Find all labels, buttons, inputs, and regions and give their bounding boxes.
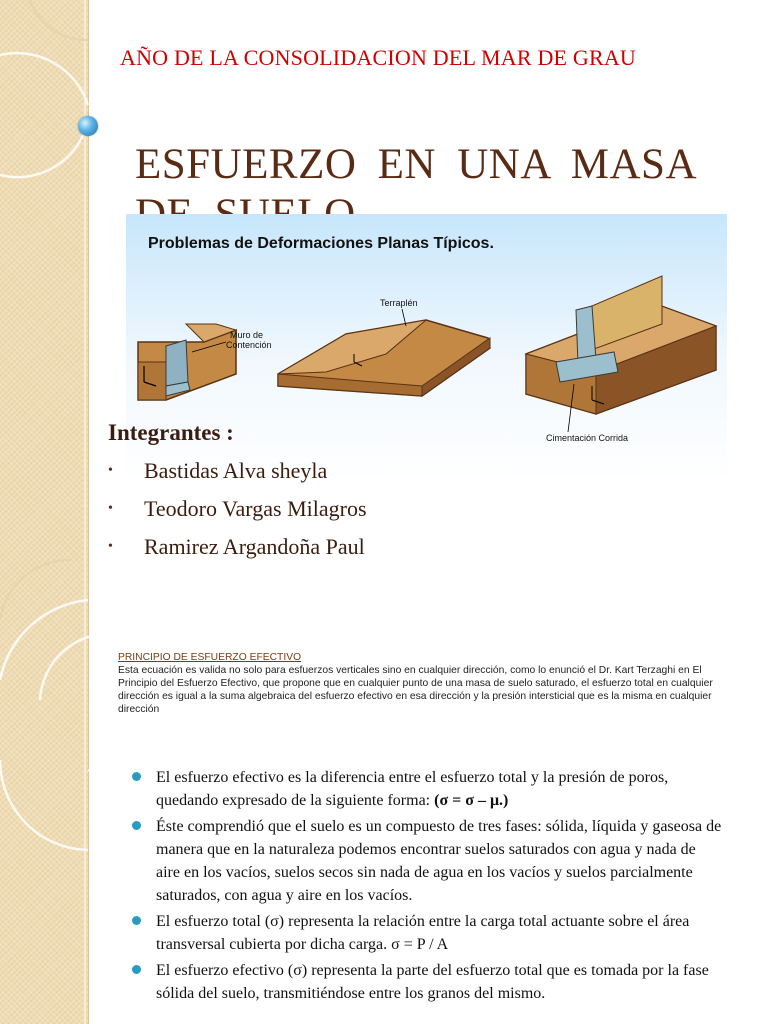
bullet-dot-icon [132,916,141,925]
page-title: ESFUERZO EN UNA MASA [135,141,695,188]
bullet-dot-icon [132,772,141,781]
effective-stress-principle [118,651,728,716]
key-points-list [132,766,722,1008]
members-heading: Integrantes : [108,420,234,445]
key-point-formula: (σ = σ – μ.) [434,792,509,809]
key-point [132,959,722,1005]
figure-heading: Problemas de Deformaciones Planas Típicos. [148,235,494,252]
member-name: Teodoro Vargas Milagros [144,496,367,521]
embankment-diagram [278,298,490,396]
member-name: Bastidas Alva sheyla [144,458,328,483]
label-muro-1: Muro de [230,330,264,340]
key-point [132,815,722,907]
principle-body: Esta ecuación es valida no solo para esfuerzos verticales sino en cualquier dirección, como lo enunció el Dr. Kart Terzaghi en El Principio del Esfuerzo Efectivo, que propone que en cualquier punto de una masa de suelo saturado, el esfuerzo total en cualquier dirección es igual a la suma algebraica del esfuerzo efectivo en esa dirección y la presión intersticial que es la misma en cualquier dirección [118,665,713,715]
bullet-icon: • [108,539,113,554]
member-item [108,452,367,490]
bullet-icon: • [108,463,113,478]
principle-heading: PRINCIPIO DE ESFUERZO EFECTIVO [118,652,302,663]
bullet-dot-icon [132,821,141,830]
accent-dot [78,116,98,136]
key-point [132,766,722,812]
label-muro-2: Contención [226,340,272,350]
member-item [108,490,367,528]
year-heading: AÑO DE LA CONSOLIDACION DEL MAR DE GRAU [120,45,637,70]
label-cimentacion: Cimentación Corrida [546,433,629,443]
member-name: Ramirez Argandoña Paul [144,534,365,559]
bullet-dot-icon [132,965,141,974]
bullet-icon: • [108,501,113,516]
key-point [132,910,722,956]
retaining-wall-diagram [138,324,272,400]
strip-footing-diagram [526,276,716,443]
key-point-text: Éste comprendió que el suelo es un compuesto de tres fases: sólida, líquida y gaseosa de manera que en la naturaleza podemos encontrar suelos saturados con agua y nada de aire en los vacíos, suelos secos sin nada de agua en los vacíos y suelos parcialmente saturados, con agua y aire en los vacíos. [156,818,722,904]
key-point-text: El esfuerzo efectivo es la diferencia entre el esfuerzo total y la presión de poros, quedando expresado de la siguiente forma: [156,769,669,809]
key-point-text: El esfuerzo efectivo (σ) representa la parte del esfuerzo total que es tomada por la fase sólida del suelo, transmitiéndose entre los granos del mismo. [156,962,709,1002]
key-point-text: El esfuerzo total (σ) representa la relación entre la carga total actuante sobre el área transversal cubierta por dicha carga. σ = P / A [156,913,690,953]
members-list [108,452,367,566]
member-item [108,528,367,566]
label-terraplen: Terraplén [380,298,418,308]
